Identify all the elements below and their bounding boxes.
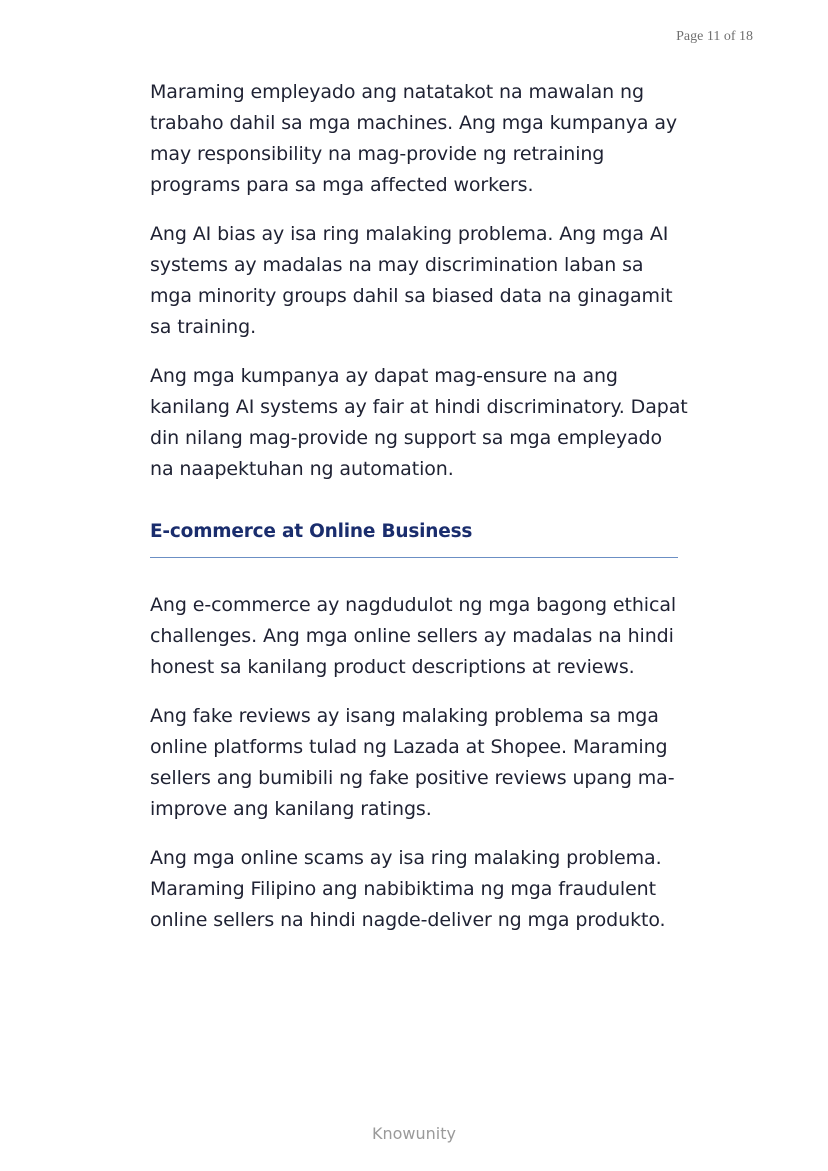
paragraph: Maraming empleyado ang natatakot na mawalan ng trabaho dahil sa mga machines. Ang mga kumpanya ay may responsibility na mag-provide ng retraining programs para sa mga affected workers. [150, 81, 678, 196]
paragraph: Ang mga online scams ay isa ring malaking problema. Maraming Filipino ang nabibiktima ng mga fraudulent online sellers na hindi nagde-deliver ng mga produkto. [150, 847, 666, 931]
section-heading: E-commerce at Online Business [150, 521, 473, 542]
paragraph: Ang mga kumpanya ay dapat mag-ensure na ang kanilang AI systems ay fair at hindi discriminatory. Dapat din nilang mag-provide ng support sa mga empleyado na naapektuhan ng automation. [150, 365, 688, 480]
paragraph: Ang fake reviews ay isang malaking problema sa mga online platforms tulad ng Lazada at Shopee. Maraming sellers ang bumibili ng fake positive reviews upang ma-improve ang kanilang ratings. [150, 705, 675, 820]
footer-brand: Knowunity [372, 1124, 456, 1143]
section-divider [150, 557, 678, 558]
page-number: Page 11 of 18 [676, 29, 753, 44]
document-body [150, 77, 690, 954]
paragraph: Ang AI bias ay isa ring malaking problema. Ang mga AI systems ay madalas na may discrimination laban sa mga minority groups dahil sa biased data na ginagamit sa training. [150, 223, 673, 338]
paragraph: Ang e-commerce ay nagdudulot ng mga bagong ethical challenges. Ang mga online sellers ay madalas na hindi honest sa kanilang product descriptions at reviews. [150, 594, 677, 678]
